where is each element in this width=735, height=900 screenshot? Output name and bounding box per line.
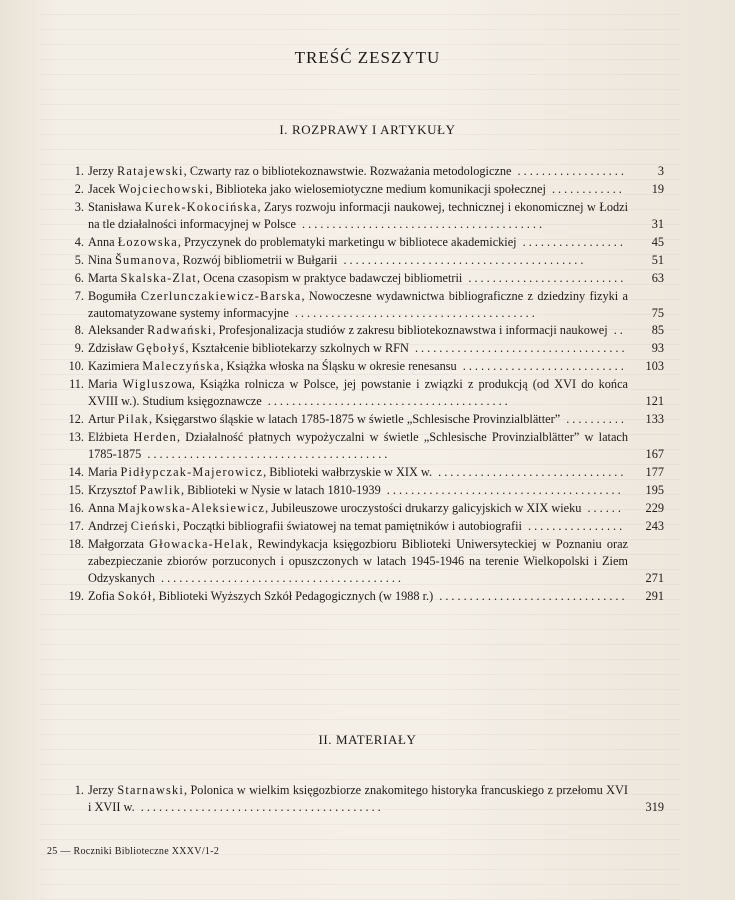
author-surname: Ratajewski	[117, 164, 184, 178]
page-number: 243	[645, 518, 664, 533]
author-surname: Pilak	[117, 412, 149, 427]
entry-text	[88, 500, 628, 517]
entry-text	[88, 163, 628, 180]
page-number: 291	[645, 588, 664, 603]
author-surname: Pawlik	[139, 482, 181, 497]
entry-number: 15.	[68, 482, 84, 497]
toc-entry	[62, 464, 664, 481]
entry-number: 12.	[68, 412, 84, 427]
entry-text	[88, 518, 628, 535]
entry-number: 9.	[74, 341, 84, 356]
toc-entry	[62, 288, 664, 322]
author-surname: Majkowska-Aleksiewicz	[117, 500, 266, 515]
author-surname: Sokół	[117, 588, 153, 603]
entry-title: , Biblioteka jako wielosemiotyczne medium komunikacji społecznej	[209, 181, 546, 196]
entry-number: 7.	[74, 288, 84, 303]
dot-leader: ...............................	[433, 588, 628, 603]
dot-leader: .................	[516, 234, 626, 249]
author-surname: Skalska-Zlat	[120, 270, 198, 285]
author-first-name: Maria	[88, 464, 118, 479]
author-first-name: Anna	[88, 234, 115, 249]
entry-title: , Przyczynek do problematyki marketingu w bibliotece akademickiej	[177, 234, 517, 249]
toc-entry	[62, 429, 664, 463]
author-first-name: Jerzy	[88, 783, 114, 797]
page-footer: 25 — Roczniki Biblioteczne XXXV/1-2	[47, 846, 220, 857]
entry-text	[88, 536, 628, 586]
author-first-name: Maria	[88, 377, 118, 392]
entry-title: , Biblioteki w Nysie w latach 1810-1939	[180, 482, 381, 497]
dot-leader: ...........................	[456, 359, 627, 374]
entry-title: , Jubileuszowe uroczystości drukarzy galicyjskich w XIX wieku	[265, 500, 582, 515]
author-surname: Starnawski	[117, 783, 184, 797]
author-first-name: Aleksander	[88, 323, 144, 338]
entry-text	[88, 464, 628, 481]
entry-title: , Zarys rozwoju informacji naukowej, technicznej i ekonomicznej w Łodzi na tle działalności informacyjnej w Polsce	[88, 199, 629, 231]
entry-number: 8.	[74, 323, 84, 338]
author-first-name: Anna	[88, 500, 115, 515]
entry-number: 2.	[74, 181, 84, 196]
entry-title: , Księgarstwo śląskie w latach 1785-1875 w świetle „Schlesische Provinzialblätter”	[149, 412, 561, 427]
toc-entry	[62, 518, 664, 535]
author-surname: Wiglusz	[122, 377, 172, 392]
toc-entry	[62, 199, 664, 233]
page-number: 229	[645, 500, 664, 515]
author-surname: Herden	[133, 430, 177, 445]
page-number: 319	[645, 799, 664, 814]
toc-entry	[62, 358, 664, 375]
section-title-materials: II. MATERIAŁY	[318, 732, 417, 747]
entry-text	[88, 429, 628, 463]
author-first-name: Jacek	[88, 181, 116, 196]
dot-leader: ......	[581, 500, 624, 515]
author-surname: Radwański	[147, 323, 213, 338]
entry-text	[88, 588, 628, 605]
entry-number: 10.	[68, 359, 84, 374]
toc-entry	[62, 782, 664, 816]
entry-number: 5.	[74, 252, 84, 267]
entry-text	[88, 340, 628, 357]
entry-text	[88, 288, 628, 322]
entry-text	[88, 376, 628, 410]
page-number: 121	[645, 394, 664, 409]
dot-leader: ..........	[560, 412, 627, 427]
page-number: 103	[645, 359, 664, 374]
toc-entry	[62, 500, 664, 517]
page-number: 31	[651, 216, 664, 231]
author-surname: Wojciechowski	[118, 181, 210, 196]
entry-title: , Działalność płatnych wypożyczalni w świetle „Schlesische Provinzialblätter” w latach 1785-1875	[88, 430, 629, 461]
author-surname: Kurek-Kokocińska	[144, 199, 258, 214]
author-first-name: Bogumiła	[88, 288, 137, 303]
entry-title: , Polonica w wielkim księgozbiorze znakomitego historyka francuskiego z przełomu XVI i XVII w.	[88, 783, 628, 814]
page-number: 167	[645, 447, 664, 461]
entry-text	[88, 252, 628, 269]
author-surname: Šumanova	[114, 252, 177, 267]
entry-number: 18.	[68, 536, 84, 551]
page-number: 85	[651, 323, 664, 338]
page-number: 45	[651, 234, 664, 249]
dot-leader: ........................................	[261, 394, 511, 409]
author-first-name: Kazimiera	[88, 359, 140, 374]
page-number: 195	[645, 482, 664, 497]
page-number: 93	[651, 341, 664, 356]
entry-text	[88, 199, 628, 233]
entry-title: , Książka włoska na Śląsku w okresie renesansu	[220, 359, 457, 374]
page-number: 19	[651, 181, 664, 196]
entry-text	[88, 782, 628, 816]
entry-title: , Kształcenie bibliotekarzy szkolnych w RFN	[185, 341, 409, 356]
entry-number: 13.	[68, 430, 84, 445]
entry-number: 19.	[68, 588, 84, 603]
toc-entry	[62, 163, 664, 180]
author-first-name: Jerzy	[88, 164, 114, 178]
dot-leader: ........................................	[141, 447, 391, 461]
toc-list-materials	[62, 782, 664, 817]
author-surname: Cieński	[130, 518, 177, 533]
author-surname: Gębołyś	[136, 341, 186, 356]
author-first-name: Zofia	[88, 588, 115, 603]
entry-number: 6.	[74, 270, 84, 285]
author-first-name: Elżbieta	[88, 430, 129, 445]
dot-leader: ........................................	[288, 305, 538, 320]
entry-title: owa, Książka rolnicza w Polsce, jej powstanie i związki z produkcją (od XVI do końca XVIII w.). Studium księgoznawcze	[88, 377, 628, 409]
dot-leader: ...................................	[408, 341, 628, 356]
dot-leader: ........................................	[295, 216, 546, 231]
entry-number: 17.	[68, 518, 84, 533]
author-surname: Pidłypczak-Majerowicz	[120, 464, 264, 479]
entry-text	[88, 358, 628, 375]
dot-leader: ........................................	[337, 252, 587, 267]
toc-entry	[62, 322, 664, 339]
toc-entry	[62, 411, 664, 428]
toc-entry	[62, 181, 664, 198]
toc-entry	[62, 588, 664, 605]
toc-entry	[62, 270, 664, 287]
dot-leader: ................	[521, 518, 626, 533]
entry-text	[88, 482, 628, 499]
author-surname: Maleczyńska	[142, 359, 221, 374]
author-first-name: Krzysztof	[88, 482, 137, 497]
entry-title: , Ocena czasopism w praktyce badawczej bibliometrii	[197, 270, 463, 285]
entry-number: 1.	[74, 783, 84, 797]
dot-leader: ..........................	[462, 270, 627, 285]
section-title-articles: I. ROZPRAWY I ARTYKUŁY	[279, 122, 456, 137]
entry-number: 3.	[74, 199, 84, 214]
page-number: 271	[645, 570, 664, 585]
toc-entry	[62, 340, 664, 357]
entry-text	[88, 234, 628, 251]
dot-leader: ........................................	[154, 570, 404, 585]
entry-text	[88, 322, 628, 339]
dot-leader: ..................	[511, 164, 627, 178]
toc-list-articles	[62, 163, 664, 605]
author-surname: Czerlunczakiewicz-Barska	[140, 288, 302, 303]
author-first-name: Marta	[88, 270, 118, 285]
page-number: 3	[657, 164, 664, 178]
entry-number: 16.	[68, 500, 84, 515]
entry-title: , Rewindykacja księgozbioru Biblioteki Uniwersyteckiej w Poznaniu oraz zabezpieczanie zbiorów porzuconych i opuszczonych w latach 1945-1946 na terenie Wielkopolski i Ziem Odzyskanych	[88, 536, 628, 585]
dot-leader: ...............................	[432, 464, 627, 479]
author-first-name: Zdzisław	[88, 341, 134, 356]
page-number: 177	[645, 464, 664, 479]
entry-title: , Czwarty raz o bibliotekoznawstwie. Rozważania metodologiczne	[183, 164, 512, 178]
entry-title: , Profesjonalizacja studiów z zakresu bibliotekoznawstwa i informacji naukowej	[212, 323, 608, 338]
toc-entry	[62, 252, 664, 269]
toc-entry	[62, 536, 664, 586]
entry-title: , Biblioteki wałbrzyskie w XIX w.	[263, 464, 433, 479]
author-surname: Głowacka-Helak	[149, 536, 250, 551]
toc-entry	[62, 482, 664, 499]
dot-leader: .......................................	[380, 482, 624, 497]
author-first-name: Nina	[88, 252, 112, 267]
dot-leader: ............	[545, 181, 625, 196]
entry-title: , Początki bibliografii światowej na temat pamiętników i autobiografii	[176, 518, 522, 533]
toc-entry	[62, 234, 664, 251]
entry-title: , Rozwój bibliometrii w Bułgarii	[176, 252, 338, 267]
entry-title: , Nowoczesne wydawnictwa bibliograficzne z dziedziny fizyki a zautomatyzowane systemy informacyjne	[88, 288, 628, 320]
page-number: 75	[651, 305, 664, 320]
entry-number: 14.	[68, 464, 84, 479]
entry-text	[88, 411, 628, 428]
author-first-name: Andrzej	[88, 518, 128, 533]
author-first-name: Stanisława	[88, 199, 142, 214]
author-first-name: Artur	[88, 412, 115, 427]
entry-number: 1.	[74, 164, 84, 178]
entry-number: 4.	[74, 234, 84, 249]
page-number: 63	[651, 270, 664, 285]
author-surname: Łozowska	[117, 234, 178, 249]
toc-entry	[62, 376, 664, 410]
entry-number: 11.	[69, 377, 84, 392]
dot-leader: ........................................	[134, 799, 384, 814]
author-first-name: Małgorzata	[88, 536, 144, 551]
page-number: 133	[645, 412, 664, 427]
entry-text	[88, 270, 628, 287]
entry-title: , Biblioteki Wyższych Szkół Pedagogicznych (w 1988 r.)	[152, 588, 434, 603]
dot-leader: ..	[607, 323, 626, 338]
entry-text	[88, 181, 628, 198]
page-title: TREŚĆ ZESZYTU	[294, 48, 441, 67]
page-number: 51	[651, 252, 664, 267]
